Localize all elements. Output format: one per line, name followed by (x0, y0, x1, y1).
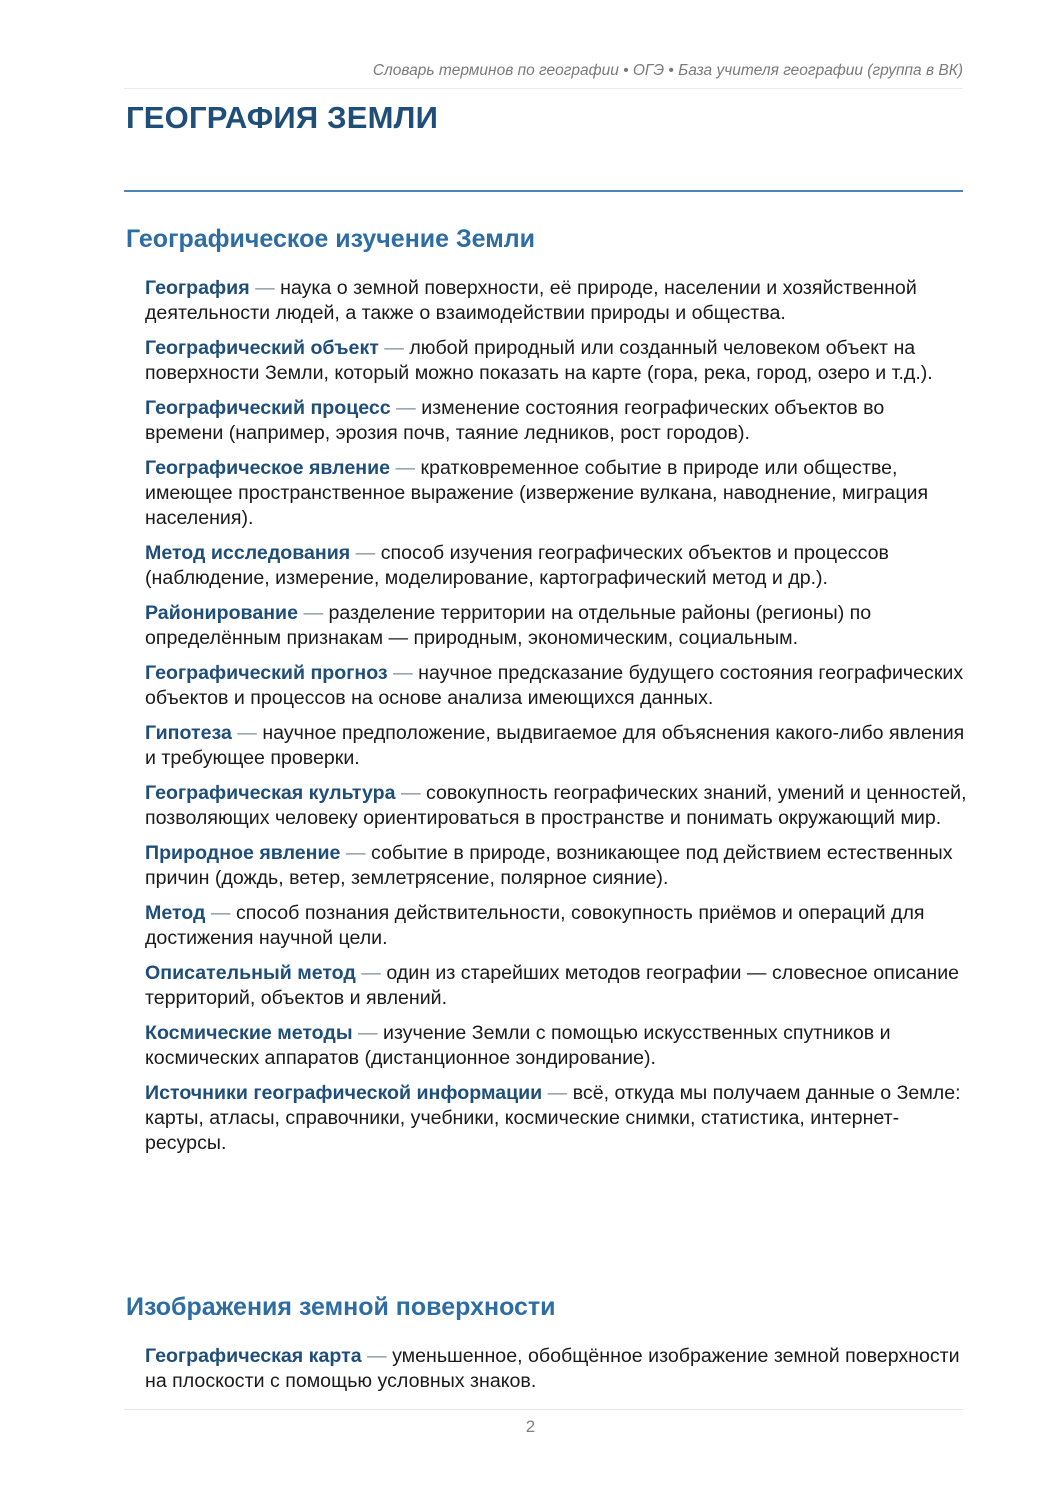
footer-divider (124, 1409, 963, 1410)
em-dash: — (205, 902, 236, 924)
glossary-term: Метод (145, 902, 206, 924)
glossary-term: Географический прогноз (145, 662, 388, 684)
em-dash: — (387, 662, 419, 684)
em-dash: — (340, 842, 371, 864)
em-dash: — (231, 722, 263, 744)
glossary-term: Описательный метод (145, 962, 356, 984)
glossary-definition: любой природный или созданный человеком объект на поверхности Земли, который можно показать на карте (гора, река, город, озеро и т.д.). (145, 337, 933, 384)
glossary-definition: научное предсказание будущего состояния географических объектов и процессов на основе анализа имеющихся данных. (145, 662, 964, 709)
em-dash: — (352, 1022, 384, 1044)
glossary-entry (145, 841, 967, 891)
glossary-term: Природное явление (145, 842, 341, 864)
em-dash: — (390, 397, 422, 419)
glossary-definition: изучение Земли с помощью искусственных спутников и космических аппаратов (дистанционное зондирование). (145, 1022, 891, 1069)
glossary-term: Географический объект (145, 337, 379, 359)
page-number: 2 (525, 1417, 536, 1436)
glossary-entry (145, 541, 967, 591)
page-title: ГЕОГРАФИЯ ЗЕМЛИ (126, 100, 439, 135)
glossary-entry (145, 781, 967, 831)
glossary-definition: всё, откуда мы получаем данные о Земле: карты, атласы, справочники, учебники, космические снимки, статистика, интернет-ресурсы. (145, 1082, 961, 1154)
running-head: Словарь терминов по географии • ОГЭ • База учителя географии (группа в ВК) (372, 62, 963, 79)
glossary-entry (145, 721, 967, 771)
glossary-entry (145, 1021, 967, 1071)
title-divider (124, 190, 963, 192)
header-divider (124, 88, 963, 89)
glossary-entry (145, 276, 967, 326)
section-heading: Изображения земной поверхности (126, 1293, 556, 1321)
glossary-entry (145, 336, 967, 386)
glossary-term: Географическая культура (145, 782, 396, 804)
glossary-definition: научное предположение, выдвигаемое для объяснения какого-либо явления и требующее проверки. (145, 722, 965, 769)
glossary-definition: изменение состояния географических объектов во времени (например, эрозия почв, таяние ледников, рост городов). (145, 397, 885, 444)
glossary-definition: совокупность географических знаний, умений и ценностей, позволяющих человеку ориентироваться в пространстве и понимать окружающий мир. (145, 782, 967, 829)
glossary-term: Метод исследования (145, 542, 351, 564)
em-dash: — (361, 1345, 393, 1367)
glossary-definition: один из старейших методов географии — словесное описание территорий, объектов и явлений. (145, 962, 960, 1009)
glossary-definition: кратковременное событие в природе или обществе, имеющее пространственное выражение (извержение вулкана, наводнение, миграция населения). (145, 457, 929, 529)
glossary-term: Географическая карта (145, 1345, 362, 1367)
glossary-definition: разделение территории на отдельные районы (регионы) по определённым признакам — природным, экономическим, социальным. (145, 602, 872, 649)
glossary-definition: способ познания действительности, совокупность приёмов и операций для достижения научной цели. (145, 902, 925, 949)
glossary-term: Источники географической информации (145, 1082, 543, 1104)
glossary-entry (145, 456, 967, 531)
em-dash: — (378, 337, 410, 359)
section-heading: Географическое изучение Земли (126, 225, 535, 253)
glossary-term: География (145, 277, 250, 299)
em-dash: — (390, 457, 421, 479)
glossary-entry (145, 901, 967, 951)
em-dash: — (395, 782, 426, 804)
glossary-term: Географическое явление (145, 457, 391, 479)
glossary-list (145, 1344, 967, 1404)
glossary-term: Космические методы (145, 1022, 353, 1044)
glossary-definition: событие в природе, возникающее под действием естественных причин (дождь, ветер, землетрясение, полярное сияние). (145, 842, 953, 889)
glossary-entry (145, 961, 967, 1011)
glossary-term: Районирование (145, 602, 298, 624)
em-dash: — (249, 277, 281, 299)
glossary-entry (145, 601, 967, 651)
em-dash: — (355, 962, 387, 984)
em-dash: — (298, 602, 329, 624)
glossary-term: Географический процесс (145, 397, 391, 419)
glossary-list (145, 276, 967, 1166)
glossary-definition: способ изучения географических объектов и процессов (наблюдение, измерение, моделирование, картографический метод и др.). (145, 542, 889, 589)
glossary-entry (145, 1081, 967, 1156)
em-dash: — (542, 1082, 573, 1104)
em-dash: — (350, 542, 381, 564)
glossary-entry (145, 1344, 967, 1394)
glossary-entry (145, 661, 967, 711)
glossary-definition: уменьшенное, обобщённое изображение земной поверхности на плоскости с помощью условных знаков. (145, 1345, 960, 1392)
glossary-entry (145, 396, 967, 446)
glossary-definition: наука о земной поверхности, её природе, населении и хозяйственной деятельности людей, а также о взаимодействии природы и общества. (145, 277, 917, 324)
glossary-term: Гипотеза (145, 722, 232, 744)
